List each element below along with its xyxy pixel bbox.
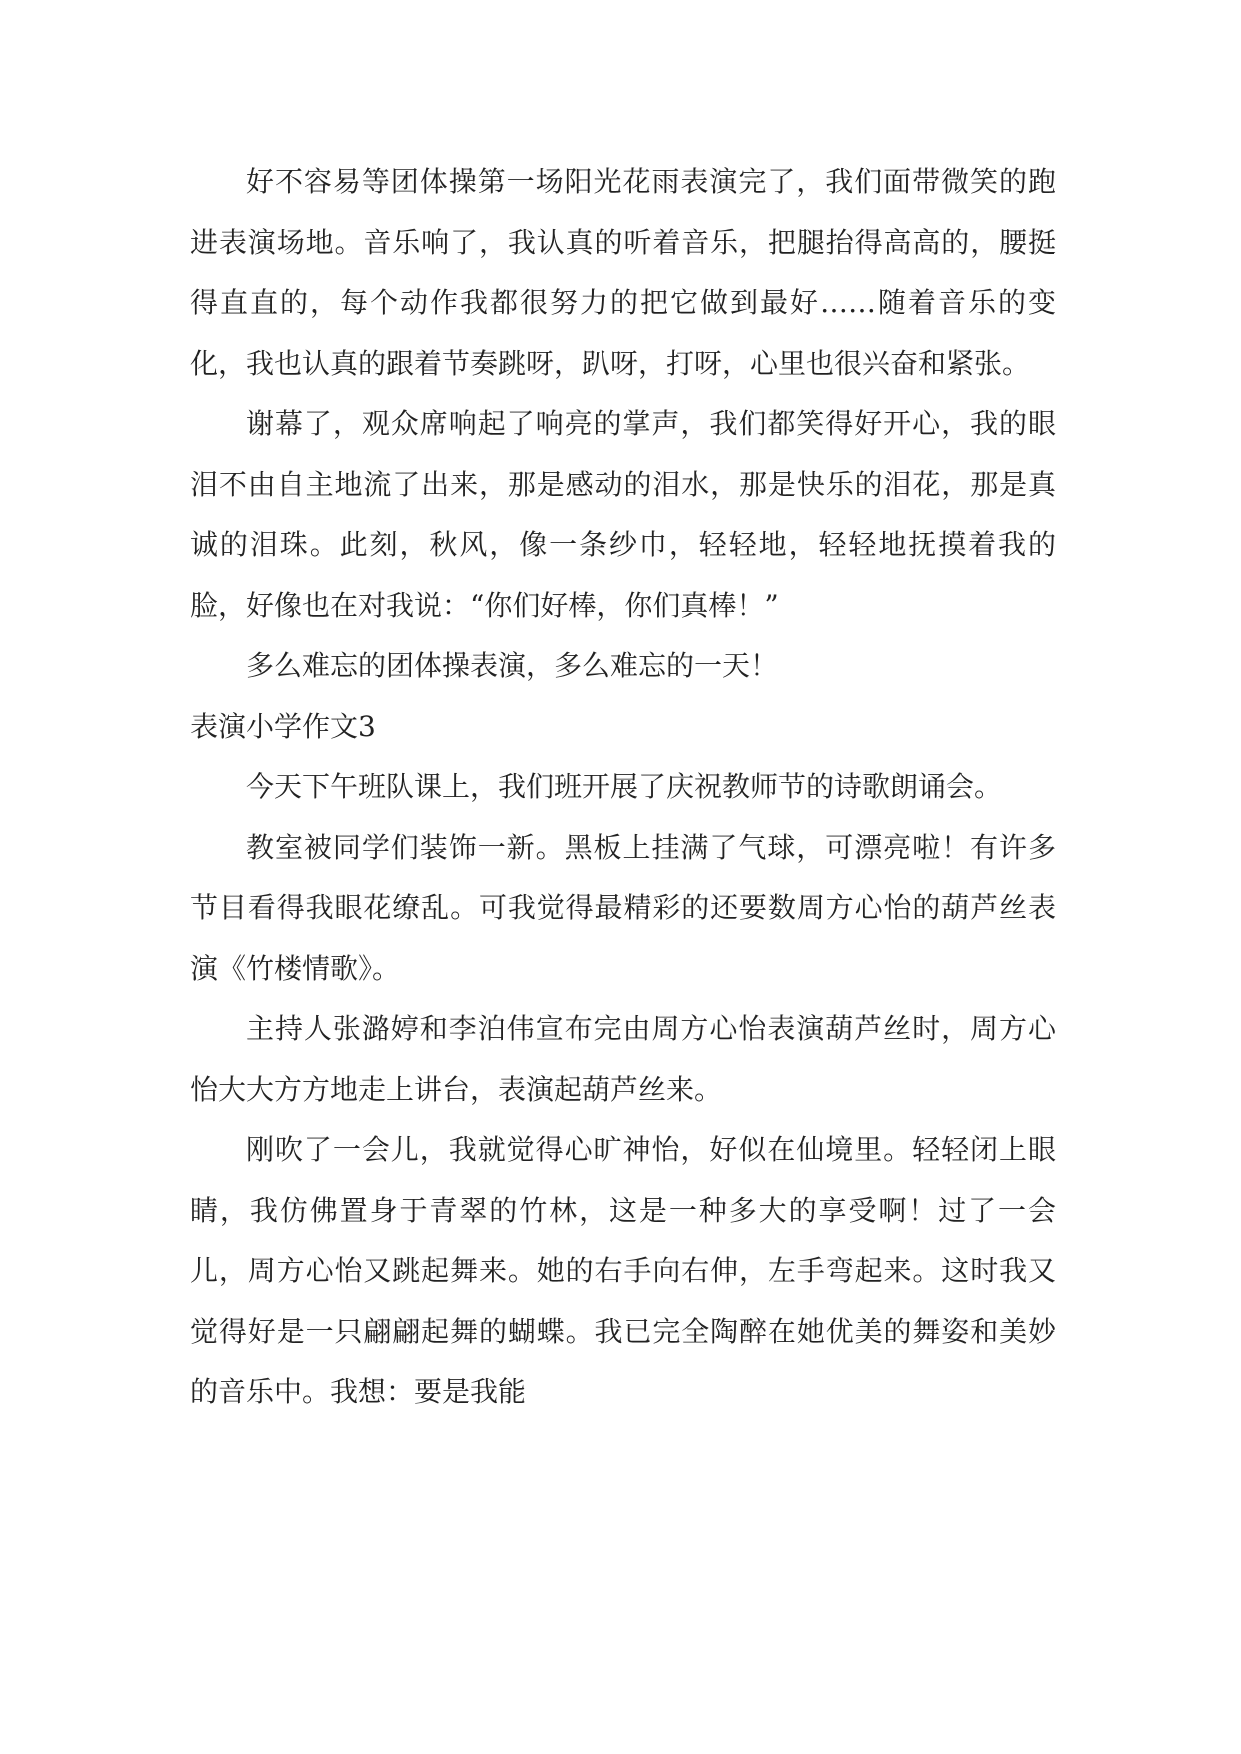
paragraph: 多么难忘的团体操表演，多么难忘的一天！ bbox=[246, 649, 779, 682]
paragraph: 今天下午班队课上，我们班开展了庆祝教师节的诗歌朗诵会。 bbox=[246, 770, 1003, 803]
document-body bbox=[190, 152, 1056, 1423]
paragraph: 教室被同学们装饰一新。黑板上挂满了气球，可漂亮啦！有许多节目看得我眼花缭乱。可我觉得最精彩的还要数周方心怡的葫芦丝表演《竹楼情歌》。 bbox=[190, 830, 1056, 985]
section-heading: 表演小学作文3 bbox=[190, 709, 376, 743]
paragraph: 刚吹了一会儿，我就觉得心旷神怡，好似在仙境里。轻轻闭上眼睛，我仿佛置身于青翠的竹林，这是一种多大的享受啊！过了一会儿，周方心怡又跳起舞来。她的右手向右伸，左手弯起来。这时我又觉得好是一只翩翩起舞的蝴蝶。我已完全陶醉在她优美的舞姿和美妙的音乐中。我想：要是我能 bbox=[190, 1133, 1056, 1408]
paragraph: 谢幕了，观众席响起了响亮的掌声，我们都笑得好开心，我的眼泪不由自主地流了出来，那是感动的泪水，那是快乐的泪花，那是真诚的泪珠。此刻，秋风，像一条纱巾，轻轻地，轻轻地抚摸着我的脸，好像也在对我说：“你们好棒，你们真棒！” bbox=[190, 407, 1056, 622]
paragraph: 好不容易等团体操第一场阳光花雨表演完了，我们面带微笑的跑进表演场地。音乐响了，我认真的听着音乐，把腿抬得高高的，腰挺得直直的，每个动作我都很努力的把它做到最好……随着音乐的变化，我也认真的跟着节奏跳呀，趴呀，打呀，心里也很兴奋和紧张。 bbox=[190, 165, 1056, 380]
paragraph: 主持人张潞婷和李泊伟宣布完由周方心怡表演葫芦丝时，周方心怡大大方方地走上讲台，表演起葫芦丝来。 bbox=[190, 1012, 1056, 1106]
